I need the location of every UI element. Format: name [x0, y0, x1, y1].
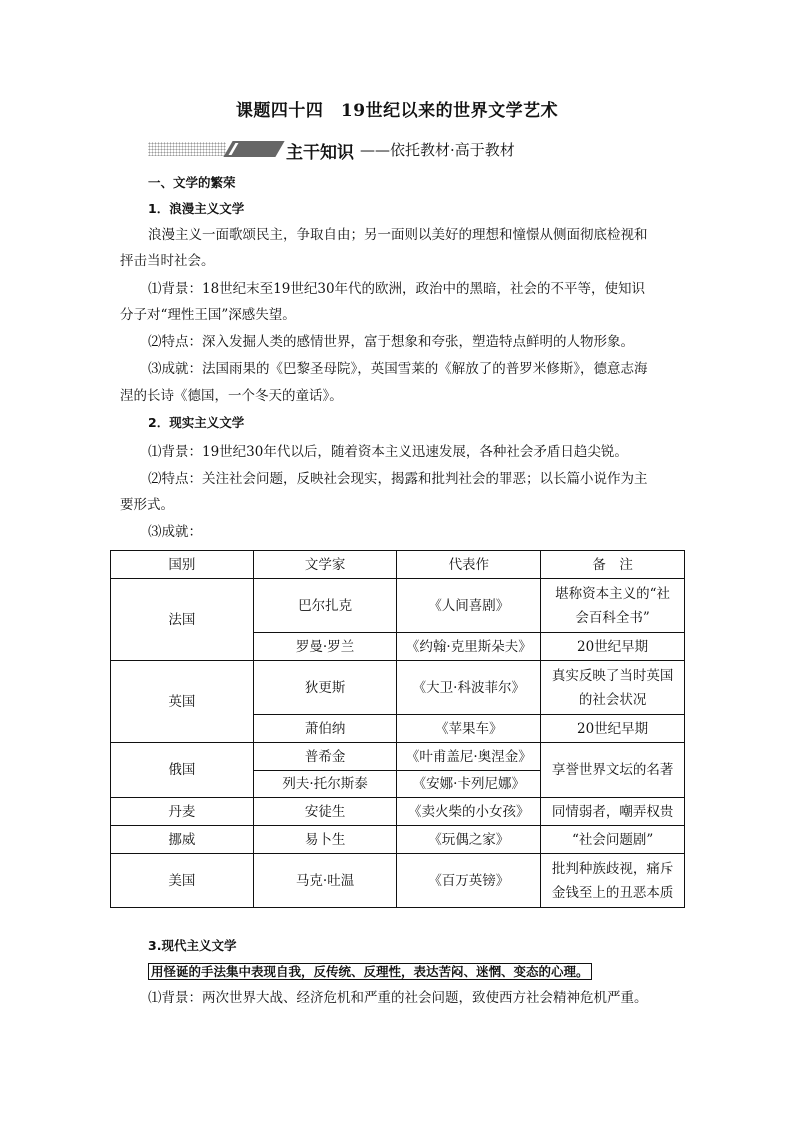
note-cell: 20世纪早期 [541, 715, 685, 743]
boxed-summary: 用怪诞的手法集中表现自我，反传统、反理性，表达苦闷、迷惘、变态的心理。 [148, 963, 592, 980]
section-banner [148, 139, 568, 161]
work-cell: 《人间喜剧》 [397, 579, 541, 633]
note-cell [541, 579, 685, 633]
work-cell: 《约翰·克里斯朵夫》 [397, 633, 541, 661]
subsection-heading-modernism: 3.现代主义文学 [148, 938, 237, 953]
header-cell: 文学家 [253, 551, 397, 579]
author-cell: 普希金 [253, 743, 397, 771]
work-cell: 《苹果车》 [397, 715, 541, 743]
table-header-row [111, 551, 685, 579]
author-cell: 萧伯纳 [253, 715, 397, 743]
table-row [111, 661, 685, 715]
country-cell: 英国 [111, 661, 254, 743]
author-cell: 罗曼·罗兰 [253, 633, 397, 661]
country-cell: 法国 [111, 579, 254, 661]
country-cell: 挪威 [111, 826, 254, 854]
work-cell: 《卖火柴的小女孩》 [397, 798, 541, 826]
paragraph-line: 涅的长诗《德国，一个冬天的童话》。 [120, 388, 343, 404]
author-cell: 易卜生 [253, 826, 397, 854]
work-cell: 《玩偶之家》 [397, 826, 541, 854]
note-cell: 享誉世界文坛的名著 [541, 743, 685, 798]
paragraph-line: 要形式。 [120, 497, 174, 513]
paragraph-line: 浪漫主义一面歌颂民主，争取自由；另一面则以美好的理想和憧憬从侧面彻底检视和 [148, 227, 648, 243]
header-cell: 国别 [111, 551, 254, 579]
country-cell: 俄国 [111, 743, 254, 798]
work-cell: 《百万英镑》 [397, 854, 541, 908]
table-row [111, 579, 685, 633]
note-line: 堪称资本主义的“社 [555, 585, 671, 602]
dot-pattern-decoration [148, 142, 226, 156]
country-cell: 美国 [111, 854, 254, 908]
country-cell: 丹麦 [111, 798, 254, 826]
literature-table [110, 550, 685, 908]
paragraph-line: ⑴背景：两次世界大战、经济危机和严重的社会问题，致使西方社会精神危机严重。 [148, 990, 648, 1006]
banner-sub-text: ——依托教材·高于教材 [360, 141, 515, 159]
work-cell: 《大卫·科波菲尔》 [397, 661, 541, 715]
subsection-heading-romanticism: 1．浪漫主义文学 [148, 201, 245, 216]
banner-main-text: 主干知识 [286, 143, 354, 163]
header-cell: 代表作 [397, 551, 541, 579]
table-row [111, 854, 685, 908]
note-line: 金钱至上的丑恶本质 [551, 884, 674, 901]
author-cell: 列夫·托尔斯泰 [253, 771, 397, 798]
paragraph-line: ⑶成就：法国雨果的《巴黎圣母院》，英国雪莱的《解放了的普罗米修斯》，德意志海 [148, 361, 648, 377]
author-cell: 狄更斯 [253, 661, 397, 715]
paragraph-line: ⑴背景：18世纪末至19世纪30年代的欧洲，政治中的黑暗，社会的不平等，使知识 [148, 281, 646, 297]
paragraph-line: ⑴背景：19世纪30年代以后，随着资本主义迅速发展，各种社会矛盾日趋尖锐。 [148, 444, 628, 460]
note-cell: 同情弱者，嘲弄权贵 [541, 798, 685, 826]
note-line: 批判种族歧视，痛斥 [551, 860, 674, 877]
note-cell [541, 661, 685, 715]
paragraph-line: ⑵特点：关注社会问题，反映社会现实，揭露和批判社会的罪恶；以长篇小说作为主 [148, 471, 648, 487]
paragraph-line: ⑵特点：深入发掘人类的感情世界，富于想象和夸张，塑造特点鲜明的人物形象。 [148, 334, 634, 350]
page-title: 课题四十四 19世纪以来的世界文学艺术 [235, 101, 559, 121]
table-row [111, 826, 685, 854]
author-cell: 安徒生 [253, 798, 397, 826]
boxed-summary-line [148, 959, 592, 985]
note-line: 会百科全书” [575, 609, 650, 626]
section-heading: 一、文学的繁荣 [148, 175, 236, 190]
note-cell [541, 854, 685, 908]
author-cell: 马克·吐温 [253, 854, 397, 908]
header-cell: 备 注 [541, 551, 685, 579]
subsection-heading-realism: 2．现实主义文学 [148, 415, 245, 430]
work-cell: 《叶甫盖尼·奥涅金》 [397, 743, 541, 771]
work-cell: 《安娜·卡列尼娜》 [397, 771, 541, 798]
note-cell: 20世纪早期 [541, 633, 685, 661]
table-row [111, 798, 685, 826]
table-row [111, 743, 685, 771]
note-line: 真实反映了当时英国 [551, 667, 674, 684]
paragraph-line: ⑶成就： [148, 524, 202, 540]
paragraph-line: 分子对“理性王国”深感失望。 [120, 307, 296, 323]
note-cell: “社会问题剧” [541, 826, 685, 854]
author-cell: 巴尔扎克 [253, 579, 397, 633]
paragraph-line: 抨击当时社会。 [120, 253, 215, 269]
note-line: 的社会状况 [578, 691, 647, 708]
